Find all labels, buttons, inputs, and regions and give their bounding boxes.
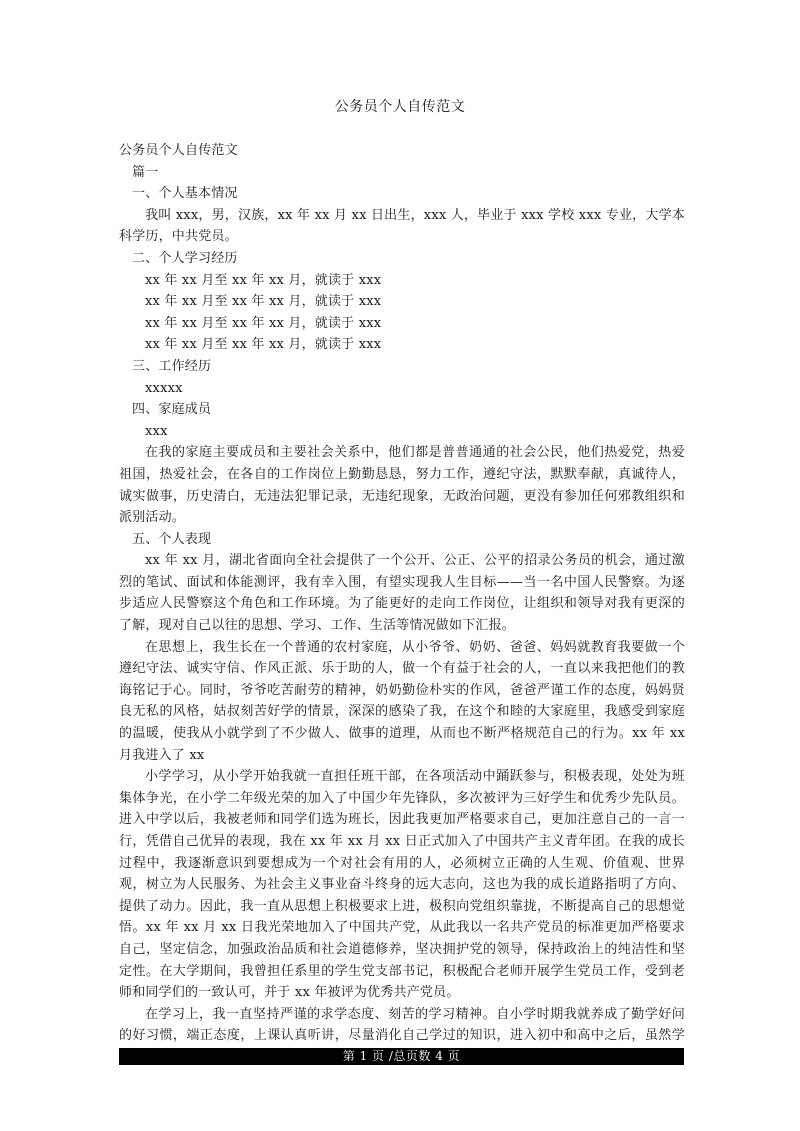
performance-paragraph: 在思想上，我生长在一个普通的农村家庭，从小爷爷、奶奶、爸爸、妈妈就教育我要做一个遵纪守法、诚实守信、作风正派、乐于助的人，做一个有益于社会的人，一直以来我把他们的教诲铭记于心。同时，爷爷吃苦耐劳的精神，奶奶勤俭朴实的作风，爸爸严谨工作的态度，妈妈贤良无私的风格，姑叔刻苦好学的情景，深深的感染了我，在这个和睦的大家庭里，我感受到家庭的温暖，使我从小就学到了不少做人、做事的道理，从而也不断严格规范自己的行为。xx 年 xx 月我进入了 xx [119,639,685,763]
education-entry: xx 年 xx 月至 xx 年 xx 月，就读于 xxx [145,315,382,331]
performance-paragraph: 在学习上，我一直坚持严谨的求学态度、刻苦的学习精神。自小学时期我就养成了勤学好问的好习惯，端正态度，上课认真听讲，尽量消化自己学过的知识，进入初中和高中之后，虽然学 [119,1006,685,1044]
section-title-performance: 五、个人表现 [132,531,212,547]
document-body [119,140,685,1069]
education-entry: xx 年 xx 月至 xx 年 xx 月，就读于 xxx [145,294,382,310]
performance-paragraph: xx 年 xx 月，湖北省面向全社会提供了一个公开、公正、公平的招录公务员的机会，通过激烈的笔试、面试和体能测评，我有幸入围，有望实现我人生目标——当一名中国人民警察。为逐步适应人民警察这个角色和工作环境。为了能更好的走向工作岗位，让组织和领导对我有更深的了解，现对自己以往的思想、学习、工作、生活等情况做如下汇报。 [119,553,685,634]
education-entry: xx 年 xx 月至 xx 年 xx 月，就读于 xxx [145,272,382,288]
part-label: 篇一 [132,164,159,180]
performance-paragraph: 小学学习，从小学开始我就一直担任班干部，在各项活动中踊跃参与，积极表现，处处为班集体争光，在小学二年级光荣的加入了中国少年先锋队，多次被评为三好学生和优秀少先队员。进入中学以后，我被老师和同学们选为班长，因此我更加严格要求自己，更加注意自己的一言一行，凭借自己优异的表现，我在 xx 年 xx 月 xx 日正式加入了中国共产主义青年团。在我的成长过程中，我逐渐意识到要想成为一个对社会有用的人，必须树立正确的人生观、价值观、世界观，树立为人民服务、为社会主义事业奋斗终身的远大志向，这也为我的成长道路指明了方向、提供了动力。因此，我一直从思想上积极要求上进，极积向党组织靠拢，不断提高自己的思想觉悟。xx 年 xx 月 xx 日我光荣地加入了中国共产党，从此我以一名共产党员的标准更加严格要求自己，坚定信念，加强政治品质和社会道德修养，坚决拥护党的领导，保持政治上的纯洁性和坚定性。在大学期间，我曾担任系里的学生党支部书记，积极配合老师开展学生党员工作，受到老师和同学们的一致认可，并于 xx 年被评为优秀共产党员。 [119,769,685,1001]
page-footer [119,1048,684,1065]
basic-info-paragraph: 我叫 xxx，男，汉族，xx 年 xx 月 xx 日出生，xxx 人，毕业于 xxx 学校 xxx 专业，大学本科学历，中共党员。 [119,207,685,245]
family-members: xxx [145,423,168,439]
family-paragraph: 在我的家庭主要成员和主要社会关系中，他们都是普普通通的社会公民，他们热爱党，热爱祖国，热爱社会，在各自的工作岗位上勤勤恳恳，努力工作，遵纪守法，默默奉献，真诚待人，诚实做事，历史清白，无违法犯罪记录，无违纪现象，无政治问题，更没有参加任何邪教组织和派别活动。 [119,445,685,526]
work-paragraph: xxxxx [145,380,183,396]
section-title-education: 二、个人学习经历 [132,250,238,266]
document-heading: 公务员个人自传范文 [119,143,238,158]
page-title: 公务员个人自传范文 [334,99,466,115]
section-title-basic-info: 一、个人基本情况 [132,186,238,202]
education-entry: xx 年 xx 月至 xx 年 xx 月，就读于 xxx [145,337,382,353]
section-title-work: 三、工作经历 [132,358,212,374]
page-indicator: 第 1 页 /总页数 4 页 [342,1049,461,1063]
section-title-family: 四、家庭成员 [132,402,212,418]
